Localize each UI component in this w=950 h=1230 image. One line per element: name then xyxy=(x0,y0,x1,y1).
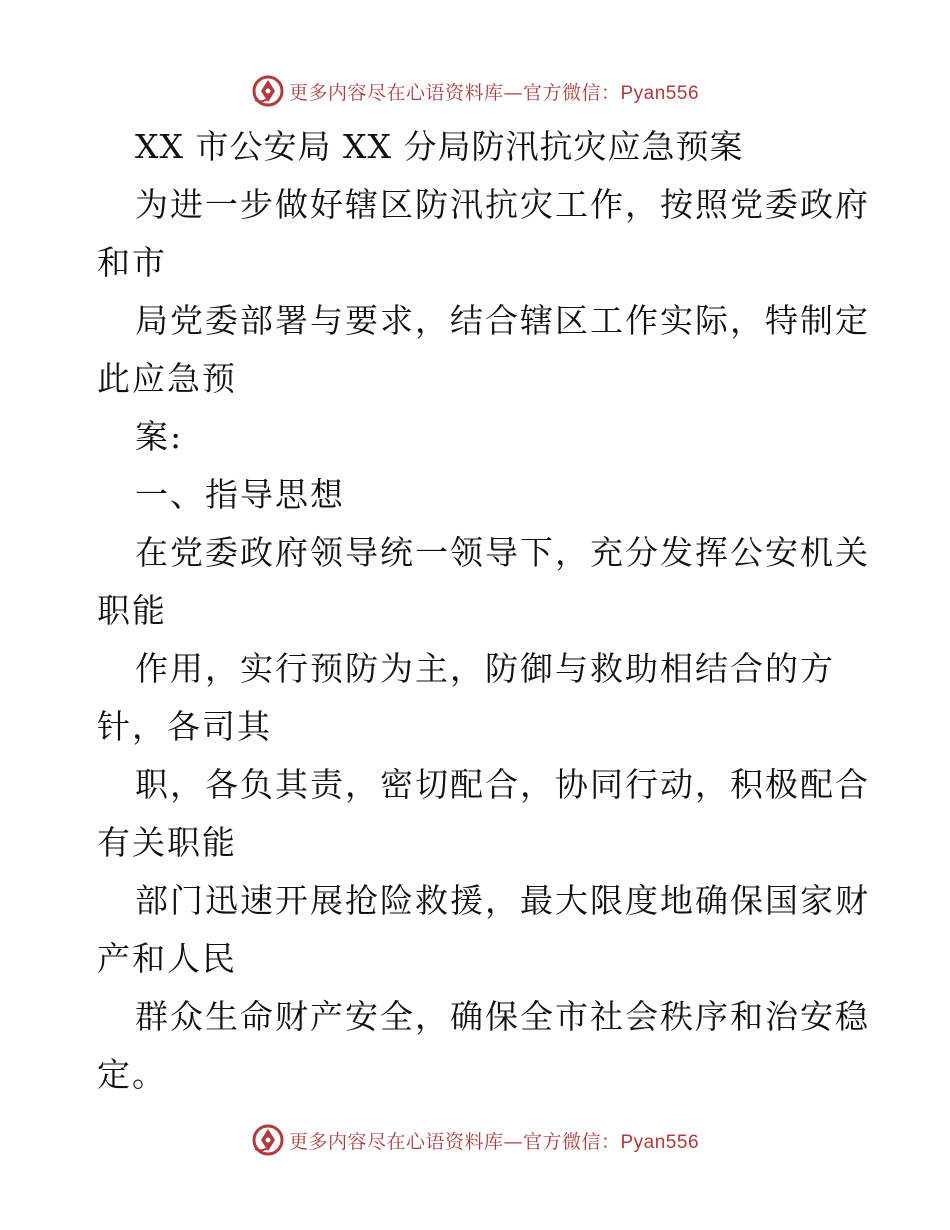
text-line: 产和人民 xyxy=(97,939,237,978)
wechat-id: Pyan556 xyxy=(620,82,700,104)
text-line: 一、指导思想 xyxy=(135,475,345,514)
text-line: 此应急预 xyxy=(97,359,237,398)
header-watermark xyxy=(0,71,950,111)
text-line: 定。 xyxy=(97,1055,167,1094)
text-line: 职，各负其责，密切配合，协同行动，积极配合 xyxy=(135,765,870,804)
text-line: 为进一步做好辖区防汛抗灾工作，按照党委政府 xyxy=(135,185,870,224)
document-body xyxy=(97,118,870,1104)
text-line: 案: xyxy=(135,417,184,456)
text-line: 局党委部署与要求，结合辖区工作实际，特制定 xyxy=(135,301,870,340)
wechat-id: Pyan556 xyxy=(620,1131,700,1153)
text-line: 在党委政府领导统一领导下，充分发挥公安机关 xyxy=(135,533,870,572)
watermark-text: 更多内容尽在心语资料库—官方微信：Pyan556 xyxy=(288,1130,700,1153)
paragraph-lines xyxy=(97,176,870,1104)
text-line: 群众生命财产安全，确保全市社会秩序和治安稳 xyxy=(135,997,870,1036)
watermark-text: 更多内容尽在心语资料库—官方微信：Pyan556 xyxy=(288,81,700,104)
text-line: 有关职能 xyxy=(97,823,237,862)
pen-nib-circle-icon xyxy=(251,1123,285,1157)
text-line: 部门迅速开展抢险救援，最大限度地确保国家财 xyxy=(135,881,870,920)
document-title: XX 市公安局 XX 分局防汛抗灾应急预案 xyxy=(135,127,744,166)
text-line: 作用，实行预防为主，防御与救助相结合的方 xyxy=(135,649,835,688)
pen-nib-circle-icon xyxy=(251,74,285,108)
text-line: 职能 xyxy=(97,591,167,630)
footer-watermark xyxy=(0,1120,950,1160)
text-line: 和市 xyxy=(97,243,167,282)
text-line: 针，各司其 xyxy=(97,707,272,746)
